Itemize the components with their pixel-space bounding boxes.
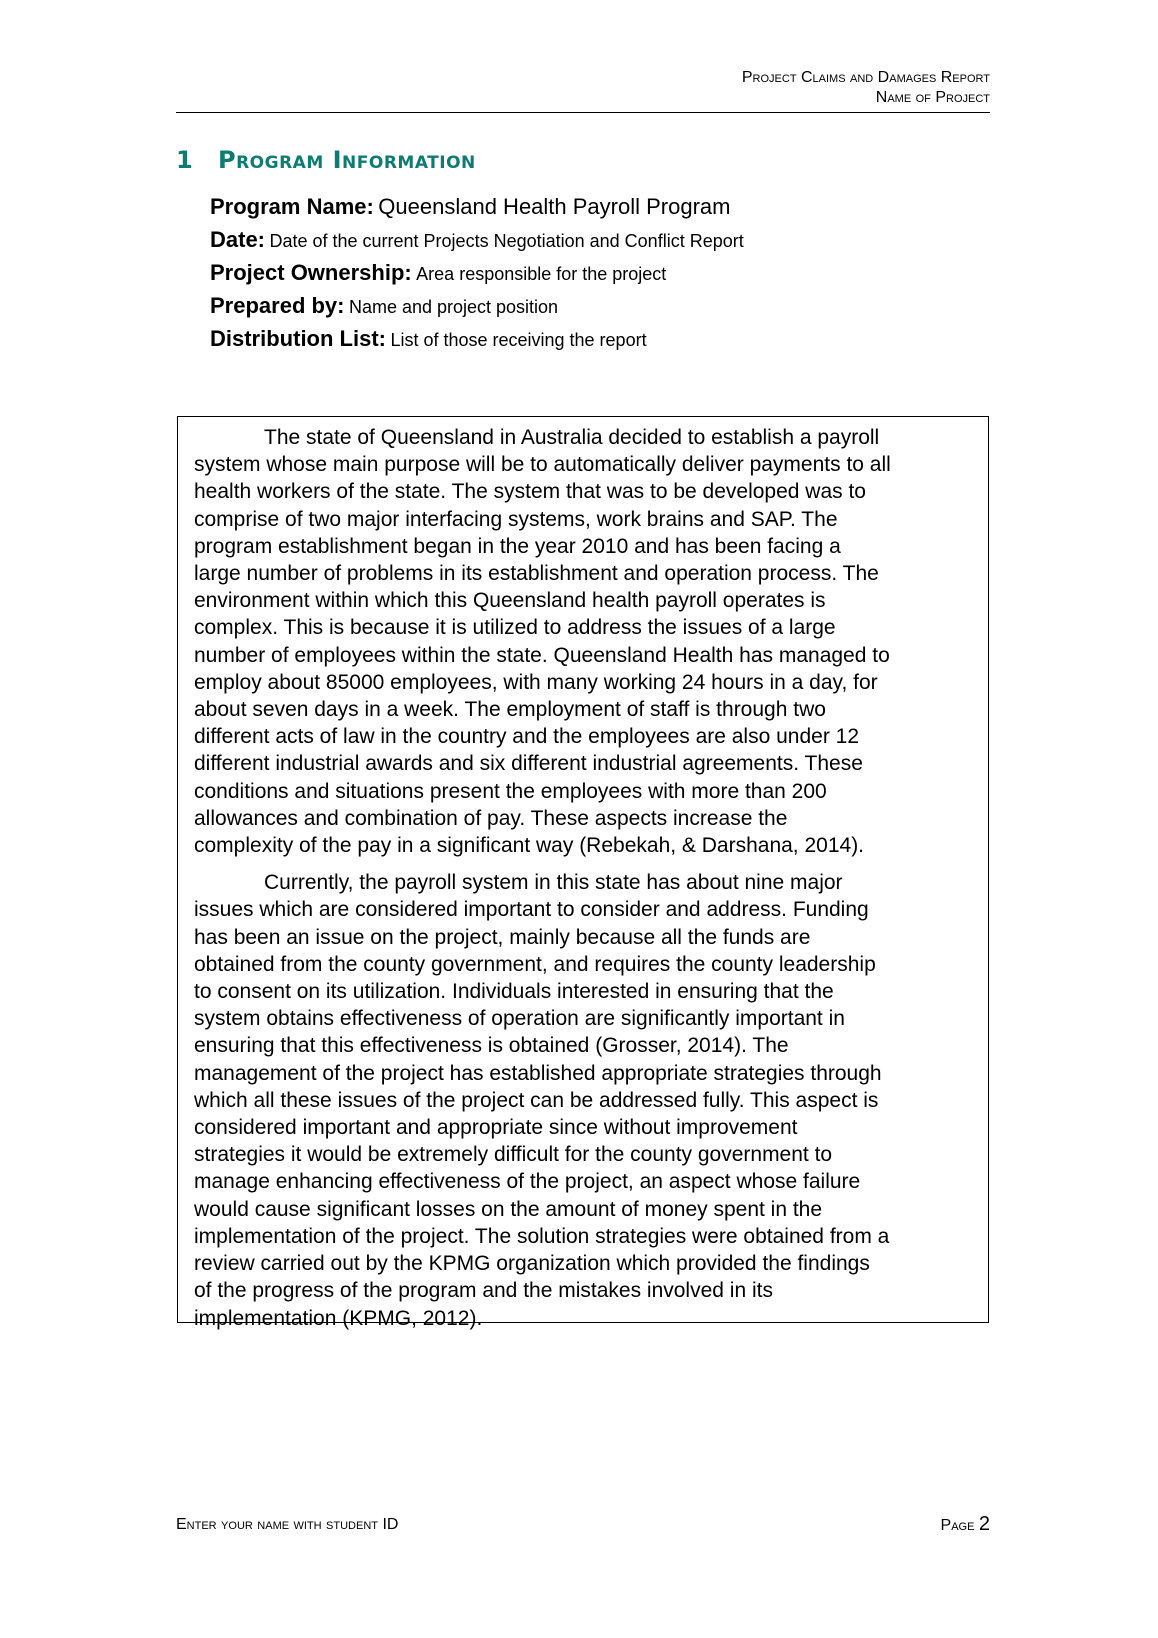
prepared-by-label: Prepared by: — [210, 293, 345, 318]
page-header — [176, 68, 990, 113]
footer-page-label: Page — [940, 1517, 975, 1534]
footer-page-number: 2 — [978, 1513, 990, 1535]
distribution-list-label: Distribution List: — [210, 326, 386, 351]
prepared-by-value: Name and project position — [348, 297, 559, 317]
distribution-list-row — [210, 322, 990, 355]
program-info-list — [210, 190, 990, 355]
body-paragraph: Currently, the payroll system in this state has about nine major issues which are considered important to consider and address. Funding has been an issue on the project, mainly because all the funds are obtained from the county government, and requires the county leadership to consent on its utilization. Individuals interested in ensuring that the system obtains effectiveness of operation are significantly important in ensuring that this effectiveness is obtained (Grosser, 2014). The management of the project has established appropriate strategies through which all these issues of the project can be addressed fully. This aspect is considered important and appropriate since without improvement strategies it would be extremely difficult for the county government to manage enhancing effectiveness of the project, an aspect whose failure would cause significant losses on the amount of money spent in the implementation of the project. The solution strategies were obtained from a review carried out by the KPMG organization which provided the findings of the progress of the program and the mistakes involved in its implementation (KPMG, 2012). — [194, 871, 890, 1330]
program-name-value: Queensland Health Payroll Program — [378, 194, 731, 219]
date-label: Date: — [210, 227, 266, 252]
program-name-label: Program Name: — [210, 194, 374, 219]
section-heading — [176, 146, 476, 174]
program-name-row — [210, 190, 990, 223]
project-ownership-value: Area responsible for the project — [416, 264, 667, 284]
body-paragraph: The state of Queensland in Australia decided to establish a payroll system whose main purpose will be to automatically deliver payments to all health workers of the state. The system that was to be developed was to comprise of two major interfacing systems, work brains and SAP. The program establishment began in the year 2010 and has been facing a large number of problems in its establishment and operation process. The environment within which this Queensland health payroll operates is complex. This is because it is utilized to address the issues of a large number of employees within the state. Queensland Health has managed to employ about 85000 employees, with many working 24 hours in a day, for about seven days in a week. The employment of staff is through two different acts of law in the country and the employees are also under 12 different industrial awards and six different industrial agreements. These conditions and situations present the employees with more than 200 allowances and combination of pay. These aspects increase the complexity of the pay in a significant way (Rebekah, & Darshana, 2014). — [194, 426, 891, 858]
header-report-title: Project Claims and Damages Report — [741, 69, 990, 86]
project-ownership-row — [210, 256, 990, 289]
prepared-by-row — [210, 289, 990, 322]
section-number: 1 — [176, 146, 194, 174]
date-row — [210, 223, 990, 256]
footer-student-info: Enter your name with student ID — [176, 1516, 399, 1533]
section-title: Program Information — [218, 146, 476, 174]
project-ownership-label: Project Ownership: — [210, 260, 412, 285]
distribution-list-value: List of those receiving the report — [390, 330, 647, 350]
header-project-name: Name of Project — [875, 89, 990, 106]
body-text-box — [177, 416, 989, 1330]
date-value: Date of the current Projects Negotiation and Conflict Report — [269, 231, 744, 251]
footer-page — [941, 1513, 990, 1536]
